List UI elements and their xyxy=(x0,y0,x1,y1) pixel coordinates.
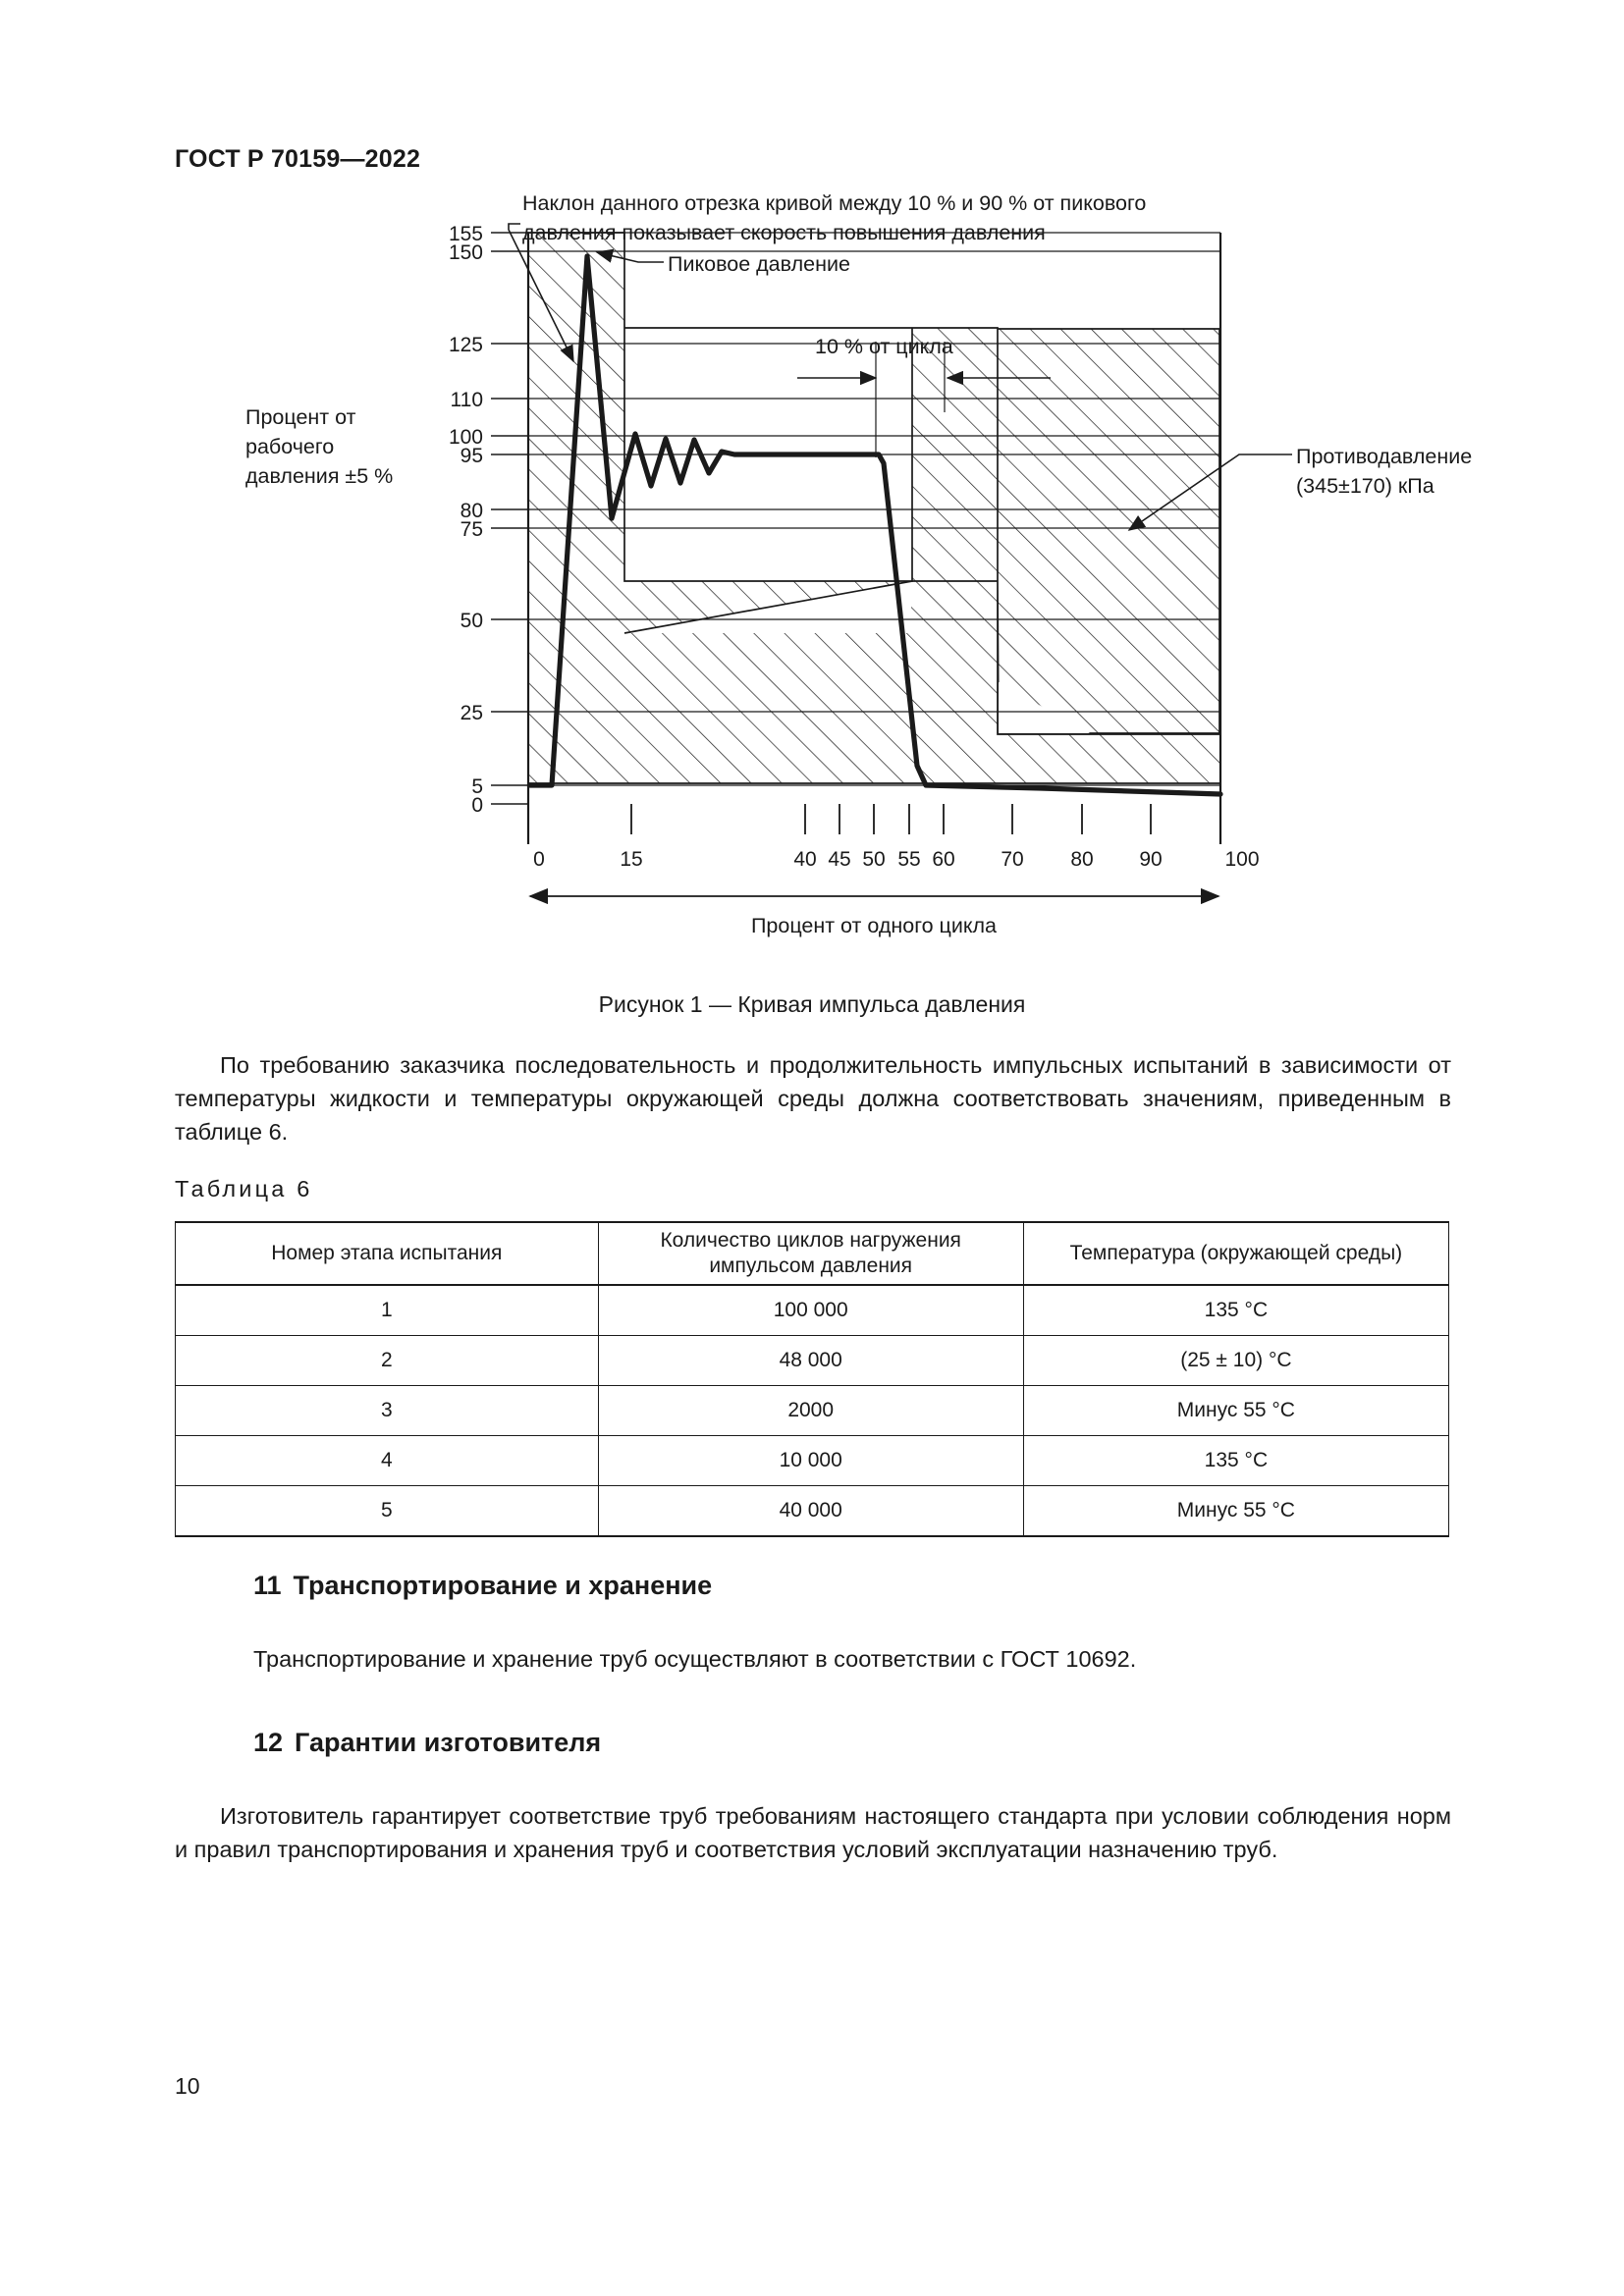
table-header-cycles-line1: Количество циклов нагружения xyxy=(660,1229,961,1252)
table-head xyxy=(176,1222,1449,1285)
backpressure-label-line2: (345±170) кПа xyxy=(1296,474,1435,498)
section-heading-12 xyxy=(253,1728,601,1758)
slope-text-line2: давления показывает скорость повышения давления xyxy=(522,221,1046,244)
section-title-11: Транспортирование и хранение xyxy=(293,1571,713,1600)
y-tick-125: 125 xyxy=(448,334,483,356)
table-row xyxy=(176,1486,1449,1537)
section-number-11: 11 xyxy=(253,1571,282,1600)
cell-stage: 4 xyxy=(176,1436,599,1486)
cell-cycles: 100 000 xyxy=(598,1285,1023,1336)
x-tick-45: 45 xyxy=(828,848,851,871)
y-axis-labels xyxy=(449,223,483,817)
ten-percent-label: 10 % от цикла xyxy=(815,335,953,358)
table-body xyxy=(176,1285,1449,1536)
x-tick-55: 55 xyxy=(897,848,921,871)
table-6 xyxy=(175,1221,1449,1537)
cell-temperature: Минус 55 °C xyxy=(1023,1486,1448,1537)
x-tick-70: 70 xyxy=(1001,848,1024,871)
cell-cycles: 10 000 xyxy=(598,1436,1023,1486)
y-tick-155: 155 xyxy=(448,223,483,245)
x-tick-100: 100 xyxy=(1224,848,1260,871)
cell-stage: 3 xyxy=(176,1386,599,1436)
y-tick-100: 100 xyxy=(448,426,483,449)
section-paragraph-11: Транспортирование и хранение труб осуществляют в соответствии с ГОСТ 10692. xyxy=(253,1646,1137,1672)
y-tick-110: 110 xyxy=(450,389,483,411)
cell-stage: 5 xyxy=(176,1486,599,1537)
cell-temperature: Минус 55 °C xyxy=(1023,1386,1448,1436)
y-axis-title-line2: рабочего xyxy=(245,435,335,458)
y-axis-title-line3: давления ±5 % xyxy=(245,464,394,488)
x-tick-40: 40 xyxy=(793,848,817,871)
y-tick-150: 150 xyxy=(448,241,483,264)
y-tick-95: 95 xyxy=(460,445,483,467)
pressure-impulse-chart xyxy=(0,191,1624,1031)
x-axis-title: Процент от одного цикла xyxy=(750,914,998,937)
table-header-temperature: Температура (окружающей среды) xyxy=(1023,1222,1448,1285)
page-number: 10 xyxy=(175,2073,200,2099)
backpressure-label-line1: Противодавление xyxy=(1296,445,1473,468)
table-header-stage: Номер этапа испытания xyxy=(176,1222,599,1285)
table-header-cycles xyxy=(598,1222,1023,1285)
y-tick-0: 0 xyxy=(471,794,483,817)
cell-temperature: 135 °C xyxy=(1023,1285,1448,1336)
section-heading-11 xyxy=(253,1571,712,1601)
y-tick-75: 75 xyxy=(460,518,483,541)
document-header: ГОСТ Р 70159—2022 xyxy=(175,145,421,173)
cell-cycles: 2000 xyxy=(598,1386,1023,1436)
intro-paragraph: По требованию заказчика последовательность и продолжительность импульсных испытаний в зависимости от температуры жидкости и температуры окружающей среды должна соответствовать значениям, приведенным в таблице 6. xyxy=(175,1052,1451,1145)
table-label: Таблица 6 xyxy=(175,1176,313,1201)
table-row xyxy=(176,1386,1449,1436)
figure-caption: Рисунок 1 — Кривая импульса давления xyxy=(598,991,1026,1017)
section-paragraph-12: Изготовитель гарантирует соответствие труб требованиям настоящего стандарта при условии соблюдения норм и правил транспортирования и хранения труб и соответствия условий эксплуатации назначению труб. xyxy=(175,1803,1451,1862)
table-header-cycles-line2: импульсом давления xyxy=(709,1255,913,1277)
x-tick-50: 50 xyxy=(862,848,886,871)
cell-cycles: 40 000 xyxy=(598,1486,1023,1537)
figure-1 xyxy=(0,191,1624,1031)
section-title-12: Гарантии изготовителя xyxy=(295,1728,602,1757)
y-axis-title-line1: Процент от xyxy=(245,405,356,429)
cell-stage: 2 xyxy=(176,1336,599,1386)
cell-stage: 1 xyxy=(176,1285,599,1336)
y-tick-5: 5 xyxy=(471,775,483,798)
section-number-12: 12 xyxy=(253,1728,284,1757)
x-tick-80: 80 xyxy=(1070,848,1094,871)
table-row xyxy=(176,1436,1449,1486)
table-row xyxy=(176,1285,1449,1336)
y-tick-50: 50 xyxy=(460,610,483,632)
x-axis-labels xyxy=(533,848,1259,871)
corridor-shape xyxy=(526,231,1222,802)
cell-cycles: 48 000 xyxy=(598,1336,1023,1386)
x-tick-90: 90 xyxy=(1139,848,1163,871)
x-tick-15: 15 xyxy=(620,848,643,871)
x-tick-0: 0 xyxy=(533,848,545,871)
y-axis-ticks xyxy=(491,233,528,804)
table-header-row xyxy=(176,1222,1449,1285)
y-tick-25: 25 xyxy=(460,702,483,724)
x-tick-60: 60 xyxy=(932,848,955,871)
peak-pressure-label: Пиковое давление xyxy=(668,252,850,276)
x-axis-ticks xyxy=(528,804,1220,844)
cell-temperature: 135 °C xyxy=(1023,1436,1448,1486)
y-tick-80: 80 xyxy=(460,500,483,522)
slope-text-line1: Наклон данного отрезка кривой между 10 % и 90 % от пикового xyxy=(522,191,1147,215)
table-row xyxy=(176,1336,1449,1386)
y-axis-title xyxy=(245,405,393,488)
cell-temperature: (25 ± 10) °C xyxy=(1023,1336,1448,1386)
